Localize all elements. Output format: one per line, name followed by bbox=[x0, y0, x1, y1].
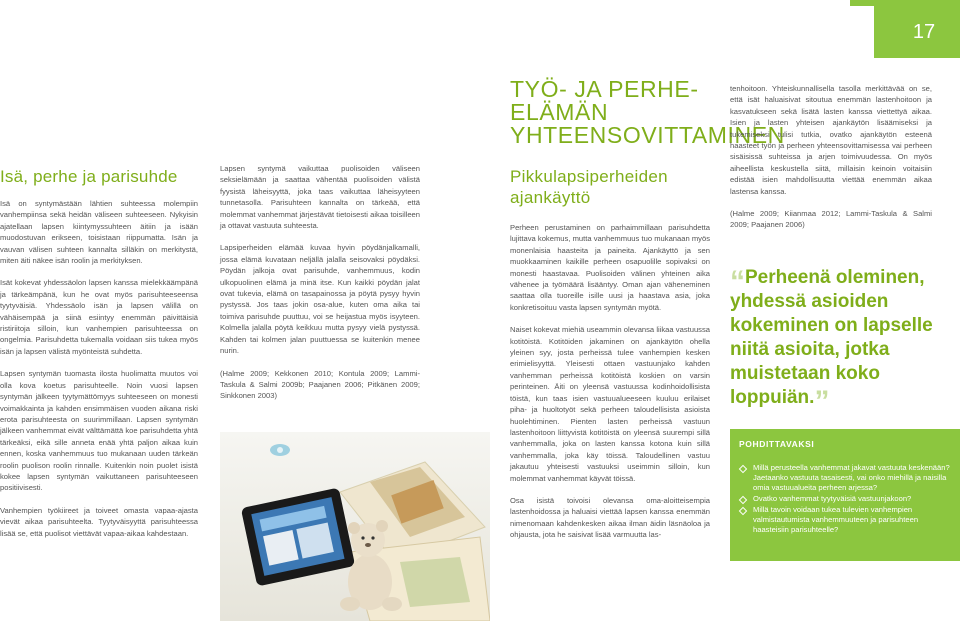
list-item-text: Ovatko vanhemmat tyytyväisiä vastuunjakoon? bbox=[753, 494, 912, 503]
column-3 bbox=[510, 222, 710, 552]
paragraph: Osa isistä toivoisi olevansa oma-aloitteisempia lastenhoidossa ja haluaisi viettää lapsen kanssa enemmän nimenomaan kahdenkesken aikaa ilman äidin läsnäoloa ja ohjausta, jota he saisivat lisää varmuutta las- bbox=[510, 495, 710, 540]
column-1 bbox=[0, 198, 198, 550]
list-item bbox=[739, 463, 950, 493]
column-2 bbox=[220, 163, 420, 413]
close-quote-icon: ” bbox=[814, 385, 830, 418]
references: (Halme 2009; Kiianmaa 2012; Lammi-Taskula & Salmi 2009; Paajanen 2006) bbox=[730, 209, 932, 230]
think-box bbox=[730, 429, 960, 561]
open-quote-icon: “ bbox=[730, 265, 745, 298]
diamond-bullet-icon bbox=[739, 465, 747, 473]
page-number: 17 bbox=[874, 0, 960, 58]
think-box-title: POHDITTAVAKSI bbox=[739, 439, 815, 449]
paragraph: Naiset kokevat miehiä useammin olevansa liikaa vastuussa kotitöistä. Kotitöiden jakaminen on ajankäytön ohella yleinen syy, josta perheissä tulee vanhempien kesken erimielisyyttä. Yleisesti ottaen vastuunjako kahden vanhemman perheissä kotitöistä koskien on varsin perinteinen. Äiti on yleensä vastuussa kodinhoidollisista töistä, kun taas isien vastuualueeseen kuuluu erilaiset piha- ja huoltotyöt sekä perheen taloudellisista asioista huolehtiminen. Pienten lasten perheissä vastuun lastenhoitoon liittyvistä kotitöistä on yleensä suurempi sillä vanhemmalla, joka on lasten kanssa kotona kuin sillä vanhemmalla, joka käy töissä. Taloudellinen vastuu jakautuu yhteisesti vastuuksi useimmin silloin, kun molemmat vanhemmat käyvät töissä. bbox=[510, 325, 710, 483]
paragraph: Vanhempien työkiireet ja toiveet omasta vapaa-ajasta vievät aikaa parisuhteelta. Tyytyväisyyttä parisuhteessa lisää se, että puolisot viettävät vapaa-aikaa kahdestaan. bbox=[0, 505, 198, 538]
paragraph: Isät kokevat yhdessäolon lapsen kanssa mielekkäämpänä ja tärkeämpänä, kun he ovat myös parisuhteeseensa tyytyväisiä. Yhdessäolo isän ja lapsen välillä on vähäisempää ja siinä esiintyy enemmän päivittäisiä ristiriitoja silloin, kun vanhempien parisuhteessa on ongelmia. Parisuhdetta tukemalla voidaan siis tukea myös isän ja lapsen välistä myönteistä suhdetta. bbox=[0, 278, 198, 356]
diamond-bullet-icon bbox=[739, 496, 747, 504]
paragraph: Lapsiperheiden elämää kuvaa hyvin pöydänjalkamalli, jossa elämä kuvataan neljällä jalalla seisovaksi pöydäksi. Pöydän jalkoja ovat parisuhde, vanhemmuus, kodin ulkopuolinen elämä ja minä itse. Kun kaikki pöydän jalat ovat tukevia, elämä on tasapainossa ja pöytä pysyy hyvin pystyssä. Jos taas jokin osa-alue, kuten oma aika tai toimiva parisuhde puuttuu, voi se heijastua myös isyyteen. Kolmella jalalla pöytä keikkuu mutta pysyy vielä pystyssä. Kahden tai kolmen jalan puuttuessa se kuitenkin menee nurin. bbox=[220, 243, 420, 356]
paragraph: Lapsen syntymä vaikuttaa puolisoiden väliseen seksielämään ja saattaa vähentää puolisoiden välistä fyysistä läheisyyttä, joka taas vaikuttaa läheisyyteen tunnetasolla. Parisuhteen kannalta on tärkeää, että molemmat vanhemmat järjestävät tietoisesti aikaa toisilleen ja ottavat vastuuta suhteesta. bbox=[220, 164, 420, 231]
left-section-heading: Isä, perhe ja parisuhde bbox=[0, 167, 178, 186]
paragraph: tenhoitoon. Yhteiskunnallisella tasolla merkittävää on se, että isät haluaisivat sitoutua enemmän lastenhoitoon ja kasvatukseen sekä lisätä lasten kanssa viettettyä aikaa. Isien ja lasten yhteisen ajankäytön lisäämiseksi ja tukemiseksi tulisi tutkia, ovatko ajankäytön esteenä haasteet työn ja perheen yhteensovittamisessa vai perheen sisäisissä suhteissa ja arjen toimivuudessa. On myös aiheellista keskustella siitä, millaisin keinoin voitaisiin edistää isien mahdollisuutta viettää enemmän aikaa lastensa kanssa. bbox=[730, 84, 932, 196]
pull-quote bbox=[730, 265, 940, 418]
section-main-title: TYÖ- JA PERHE-ELÄMÄN YHTEENSOVITTAMINEN bbox=[510, 76, 785, 148]
paragraph: Isä on syntymästään lähtien suhteessa molempiin vanhempiinsa sekä heidän väliseen suhteeseen. Nykyisin ajatellaan lapsen kiintymyssuhteen äitiin ja isään muodostuvan erikseen, toisistaan riippumatta. Isän ja vauvan välisen suhteen kannalta silläkin on merkitystä, miten äiti näkee isän roolin ja merkityksen. bbox=[0, 199, 198, 266]
page-number-tab bbox=[850, 0, 874, 6]
pull-quote-text: Perheenä oleminen, yhdessä asioiden kokeminen on lapselle niitä asioita, jotka muistetaan koko loppuiän. bbox=[730, 267, 933, 408]
column-4 bbox=[730, 83, 932, 242]
references: (Halme 2009; Kekkonen 2010; Kontula 2009; Lammi-Taskula & Salmi 2009b; Paajanen 2006; Pitkänen 2009; Sinkkonen 2003) bbox=[220, 368, 420, 401]
list-item bbox=[739, 494, 950, 504]
paragraph: Lapsen syntymän tuomasta ilosta huolimatta muutos voi olla kova koetus parisuhteelle. Noin vuosi lapsen syntymän jälkeen tyytymättömyys suhteeseen on monesti voimakkainta ja kahden ensimmäisen vuoden aikana riski erota parisuhteesta on suurimmillaan. Lapsen syntymän jälkeen vanhemmat eivät välttämättä koe parisuhdetta yhtä tärkeäksi, eikä sille anneta enää yhtä paljon aikaa kuin ennen, koska vanhemmuus tuo mukanaan uuden tärkeän roolin puolison roolin rinnalle. Kuitenkin noin puolet isistä kokee lapsen syntymän vaikuttaneen parisuhteeseen positiivisesti. bbox=[0, 369, 198, 493]
diamond-bullet-icon bbox=[739, 507, 747, 515]
list-item bbox=[739, 505, 950, 535]
list-item-text: Millä tavoin voidaan tukea tulevien vanhempien valmistautumista vanhemmuuteen ja parisuhteen haasteisiin parisuhteelle? bbox=[753, 505, 919, 534]
section-subtitle: Pikkulapsiperheiden ajankäyttö bbox=[510, 167, 668, 207]
paragraph: Perheen perustaminen on parhaimmillaan parisuhdetta lujittava kokemus, mutta vanhemmuus tuo mukanaan myös monenlaisia haasteita ja paineita. Ajankäyttö ja sen muokkaaminen kaikille perheen osapuolille sopivaksi on monesti haastavaa. Puolisoiden välinen yhteinen aika vähenee ja työmäärä lisääntyy. Oman ajan väheneminen saattaa olla tuoreille isille uusi ja haastava asia, joka konkretisoituu vasta lapsen syntymän myötä. bbox=[510, 223, 710, 312]
tablet-bear-books-photo bbox=[220, 432, 490, 621]
list-item-text: Millä perusteella vanhemmat jakavat vastuuta keskenään? Jaetaanko vastuuta tasaisesti, vai onko miehillä ja naisilla omia vastuualueita perheen arjessa? bbox=[753, 463, 950, 492]
